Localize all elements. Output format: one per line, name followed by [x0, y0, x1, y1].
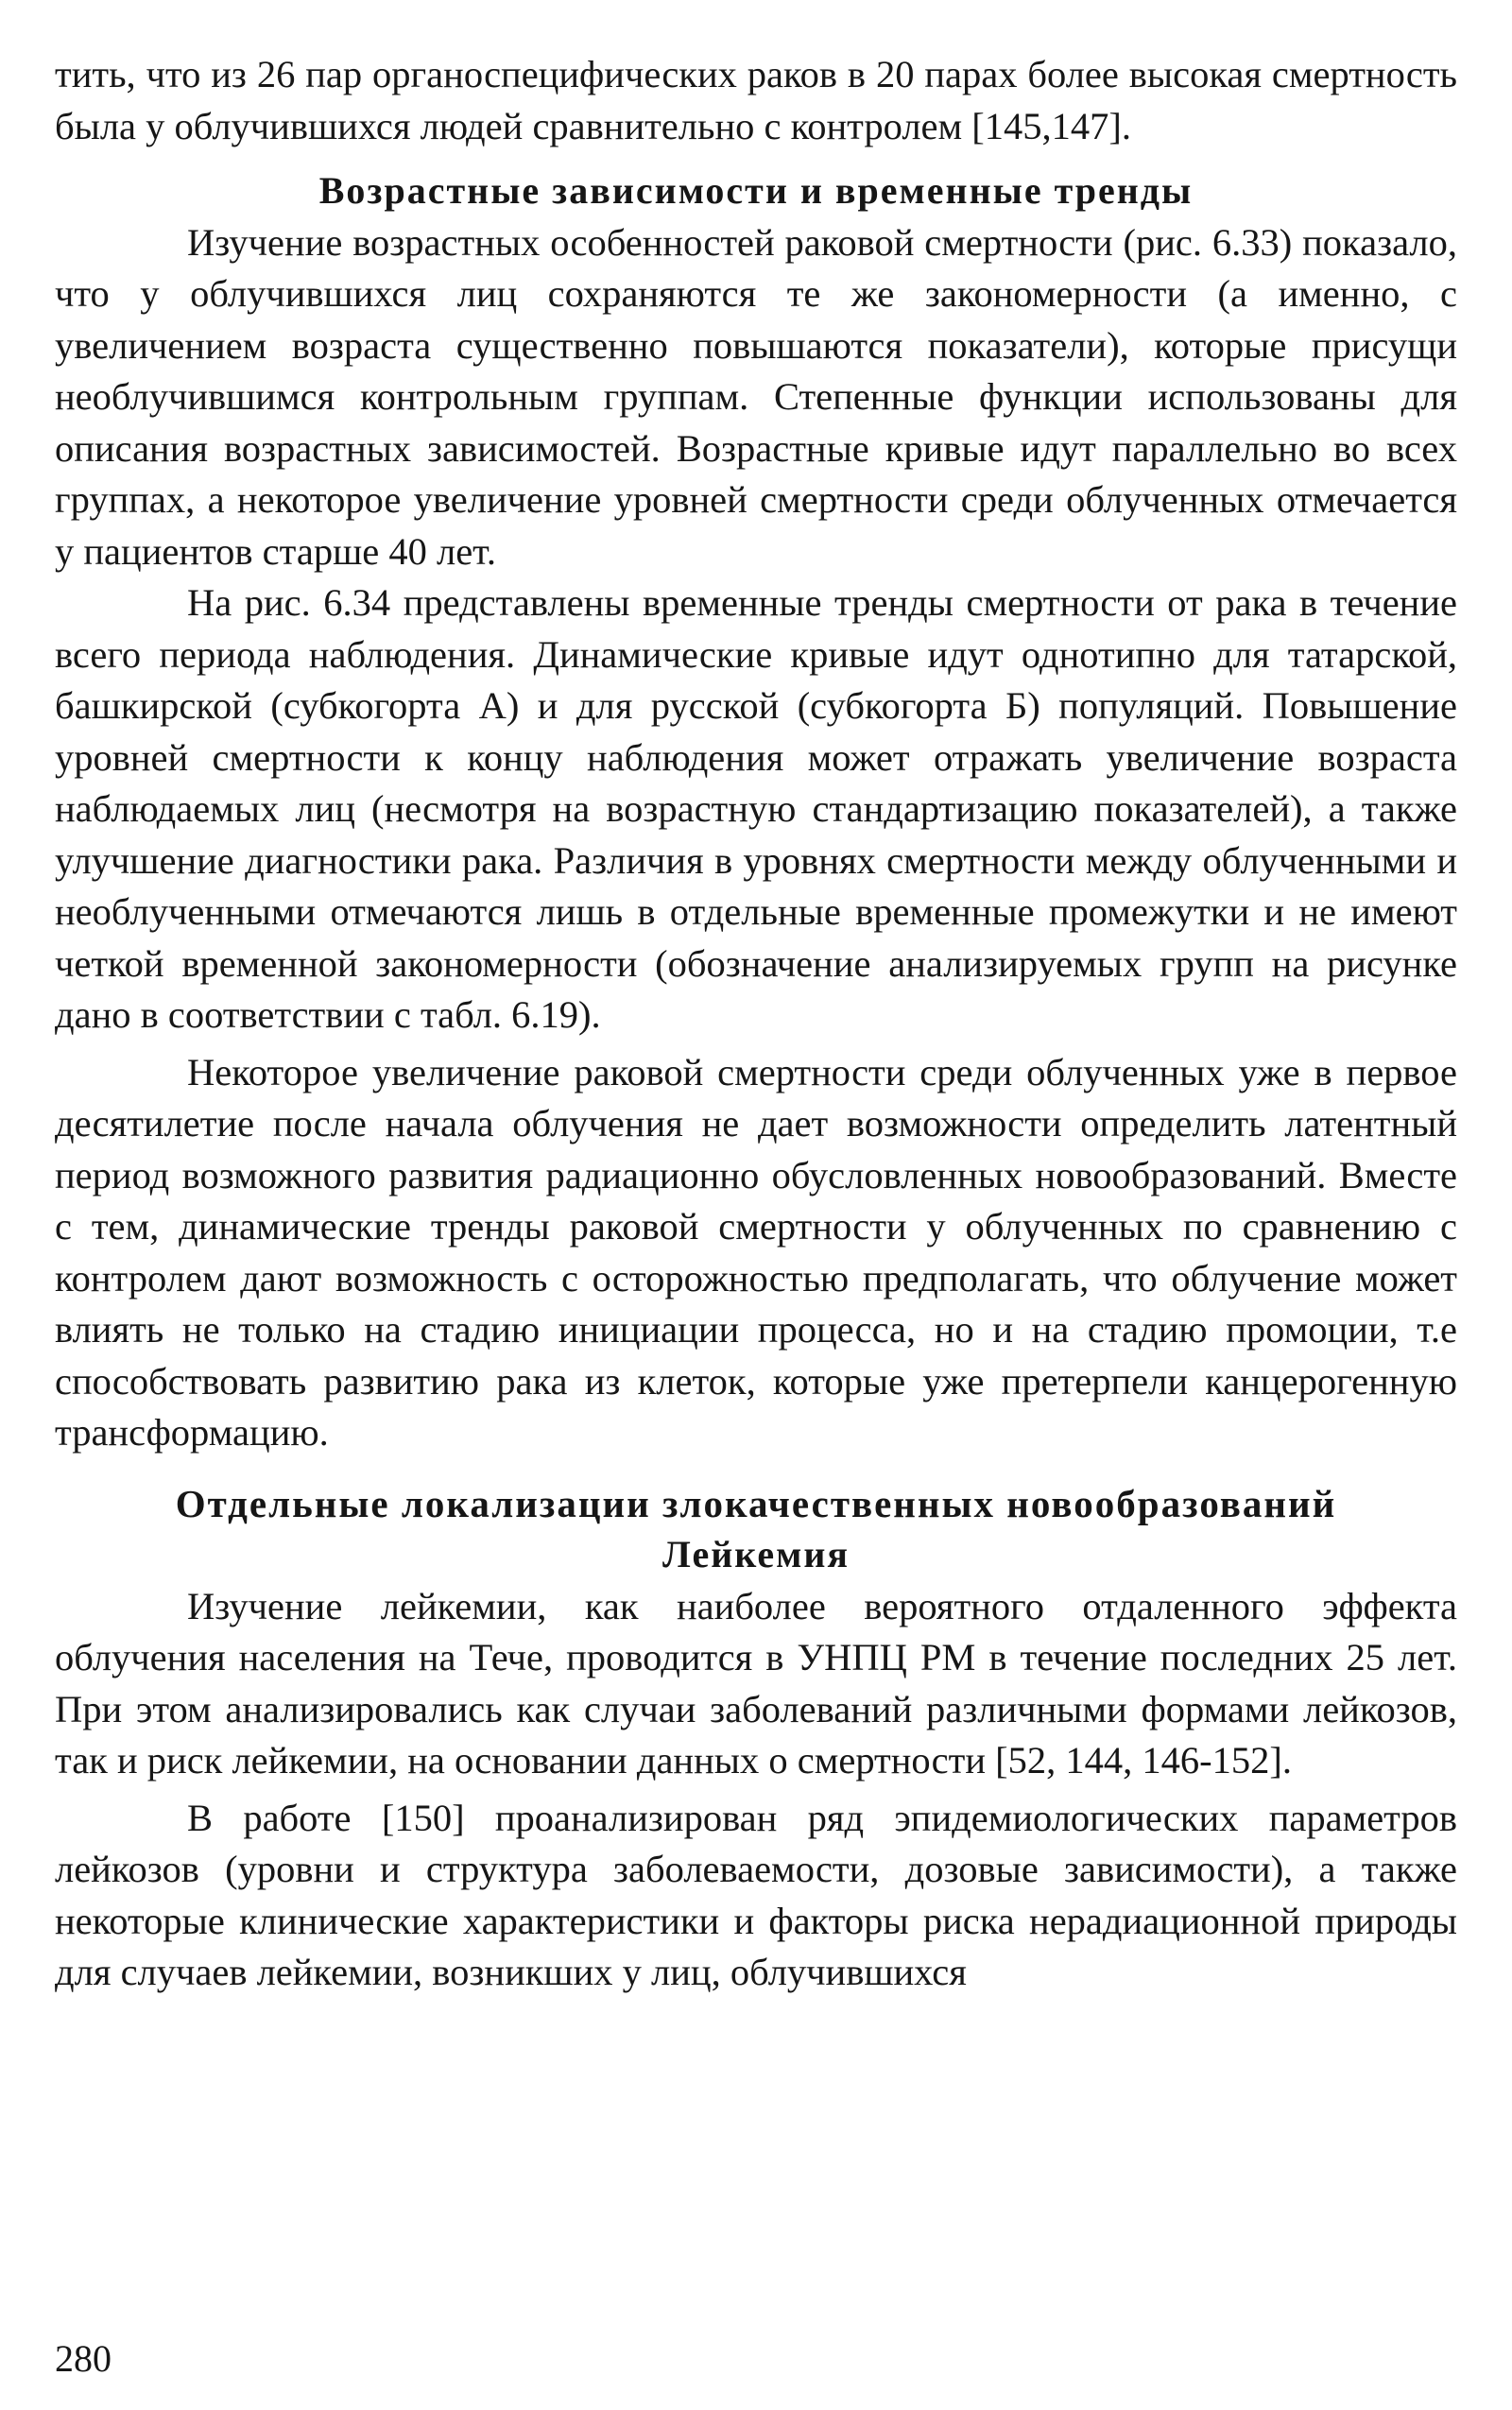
page-number: 280: [55, 2337, 112, 2380]
section-heading-localizations: Отдельные локализации злокачественных новообразований: [175, 1481, 1337, 1525]
section-heading-leukemia: Лейкемия: [662, 1533, 850, 1575]
paragraph-age-features: Изучение возрастных особенностей раковой смертности (рис. 6.33) показало, что у облучившихся лиц сохраняются те же закономерности (а именно, с увеличением возраста существенно повышаются показатели), которые присущи необлучившимся контрольным группам. Степенные функции использованы для описания возрастных зависимостей. Возрастные кривые идут параллельно во всех группах, а некоторое увеличение уровней смертности среди облученных отмечается у пациентов старше 40 лет.: [55, 220, 1457, 573]
paragraph-time-trends: На рис. 6.34 представлены временные тренды смертности от рака в течение всего периода наблюдения. Динамические кривые идут однотипно для татарской, башкирской (субкогорта А) и для русской (субкогорта Б) популяций. Повышение уровней смертности к концу наблюдения может отражать увеличение возраста наблюдаемых лиц (несмотря на возрастную стандартизацию показателей), а также улучшение диагностики рака. Различия в уровнях смертности между облученными и необлученными отмечаются лишь в отдельные временные промежутки и не имеют четкой временной закономерности (обозначение анализируемых групп на рисунке дано в соответствии с табл. 6.19).: [55, 581, 1457, 1036]
page-body: [55, 49, 1457, 1999]
paragraph-leukemia-analysis: В работе [150] проанализирован ряд эпидемиологических параметров лейкозов (уровни и структура заболеваемости, дозовые зависимости), а также некоторые клинические характеристики и факторы риска нерадиационной природы для случаев лейкемии, возникших у лиц, облучившихся: [55, 1796, 1457, 1993]
paragraph-leukemia-study: Изучение лейкемии, как наиболее вероятного отдаленного эффекта облучения населения на Тече, проводится в УНПЦ РМ в течение последних 25 лет. При этом анализировались как случаи заболеваний различными формами лейкозов, так и риск лейкемии, на основании данных о смертности [52, 144, 146-152].: [55, 1584, 1457, 1782]
paragraph-latent-period: Некоторое увеличение раковой смертности среди облученных уже в первое десятилетие после начала облучения не дает возможности определить латентный период возможного развития радиационно обусловленных новообразований. Вместе с тем, динамические тренды раковой смертности у облученных по сравнению с контролем дают возможность с осторожностью предполагать, что облучение может влиять не только на стадию инициации процесса, но и на стадию промоции, т.е способствовать развитию рака из клеток, которые уже претерпели канцерогенную трансформацию.: [55, 1050, 1457, 1454]
section-heading-age-dependencies: Возрастные зависимости и временные тренды: [318, 169, 1194, 212]
paragraph-continuation: тить, что из 26 пар органоспецифических раков в 20 парах более высокая смертность была у облучившихся людей сравнительно с контролем [145,147].: [55, 53, 1457, 147]
